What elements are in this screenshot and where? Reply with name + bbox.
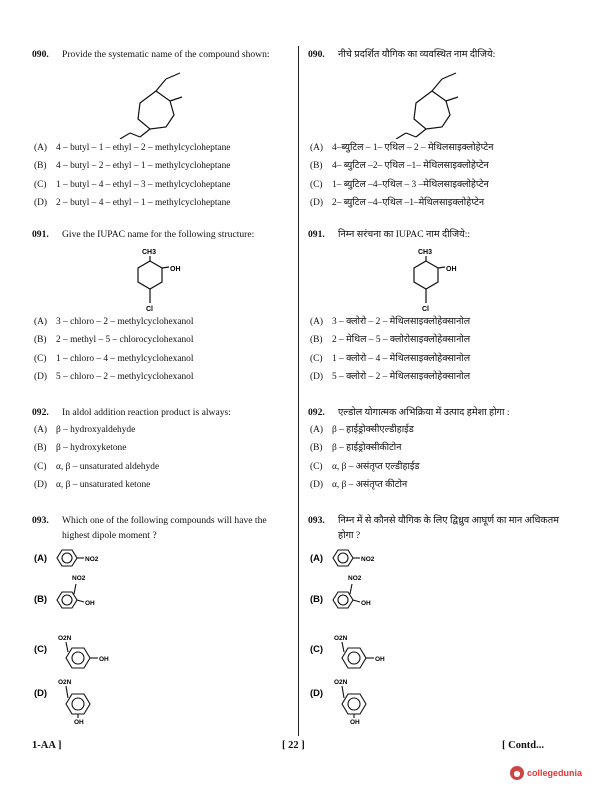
svg-text:O2N: O2N	[334, 678, 348, 686]
svg-text:(C): (C)	[310, 642, 324, 654]
question-number: 090.	[308, 49, 325, 60]
question-92-en	[32, 406, 294, 494]
option-a[interactable]: (A) 3 – क्लोरो – 2 – मेथिलसाइक्लोहेक्सानोल	[310, 316, 471, 327]
cycloheptane-structure	[32, 63, 294, 139]
option-d[interactable]: (D) α, β – असंतृप्त कीटोन	[310, 479, 408, 490]
option-d[interactable]: (D) 2– ब्युटिल –4–एथिल –1–मेथिलसाइक्लोहेप्टेन	[310, 197, 485, 208]
svg-text:NO2: NO2	[72, 574, 86, 582]
brand-icon: ●	[510, 766, 524, 780]
question-number: 091.	[308, 229, 325, 240]
footer-contd: [ Contd...	[502, 740, 545, 751]
option-c[interactable]: (C) 1 – क्लोरो – 4 – मेथिलसाइक्लोहेक्सानोल	[310, 353, 471, 364]
page-number: [ 22 ]	[282, 740, 305, 751]
option-a[interactable]: (A) 4–ब्युटिल – 1– एथिल – 2 – मेथिलसाइक्लोहेप्टेन	[310, 142, 494, 153]
question-91-en	[32, 228, 294, 386]
svg-text:(A): (A)	[34, 551, 48, 563]
option-a[interactable]: (A) β – hydroxyaldehyde	[34, 424, 136, 435]
svg-text:(A): (A)	[310, 551, 324, 563]
svg-text:O2N: O2N	[58, 634, 72, 642]
option-c[interactable]: (C) 1 – chloro – 4 – methylcyclohexanol	[34, 353, 194, 364]
option-b[interactable]: (B) β – hydroxyketone	[34, 443, 127, 454]
svg-text:(D): (D)	[310, 686, 324, 698]
option-c[interactable]: (C) 1– ब्युटिल –4–एथिल – 3 –मेथिलसाइक्लोहेप्टेन	[310, 179, 489, 190]
svg-text:OH: OH	[375, 655, 385, 663]
question-number: 092.	[32, 407, 49, 418]
cyclohexanol-structure	[308, 243, 570, 313]
option-a[interactable]: (A) β – हाईड्रोक्सीएल्डीहाईड	[310, 424, 414, 435]
option-c[interactable]: (C) α, β – unsaturated aldehyde	[34, 461, 160, 472]
question-92-hi	[308, 406, 570, 494]
option-d[interactable]: (D) 5 – क्लोरो – 2 – मेथिलसाइक्लोहेक्सानोल	[310, 371, 471, 382]
svg-text:OH: OH	[85, 599, 95, 607]
brand-logo	[510, 766, 582, 780]
option-d[interactable]: (D) 5 – chloro – 2 – methylcyclohexanol	[34, 371, 194, 382]
svg-text:OH: OH	[74, 718, 84, 724]
question-text: एल्डोल योगात्मक अभिक्रिया में उत्पाद हमेशा होगा :	[338, 407, 510, 418]
svg-text:OH: OH	[350, 718, 360, 724]
question-text: Which one of the following compounds will have the highest dipole moment ?	[62, 515, 267, 541]
option-d[interactable]: (D) α, β – unsaturated ketone	[34, 479, 151, 490]
brand-name: collegedunia	[527, 768, 583, 778]
svg-text:(D): (D)	[34, 686, 48, 698]
cycloheptane-structure	[308, 63, 570, 139]
svg-text:CH3: CH3	[418, 248, 433, 256]
svg-text:NO2: NO2	[361, 555, 375, 563]
column-divider	[298, 46, 299, 736]
svg-text:(B): (B)	[310, 592, 324, 604]
nitrophenol-structures	[308, 544, 570, 724]
option-b[interactable]: (B) 2 – मेथिल – 5 – क्लोरोसाइक्लोहेक्सानोल	[310, 335, 471, 346]
svg-text:(B): (B)	[34, 592, 48, 604]
option-a[interactable]: (A) 4 – butyl – 1 – ethyl – 2 – methylcycloheptane	[34, 142, 231, 153]
svg-text:Cl: Cl	[146, 305, 153, 313]
svg-text:CH3: CH3	[142, 248, 157, 256]
question-number: 092.	[308, 407, 325, 418]
option-b[interactable]: (B) 4 – butyl – 2 – ethyl – 1 – methylcycloheptane	[34, 161, 231, 172]
question-number: 093.	[32, 515, 49, 526]
question-text: निम्न में से कौनसे यौगिक के लिए द्विध्रुव आघूर्ण का मान अधिकतम होगा ?	[338, 515, 559, 541]
svg-text:OH: OH	[361, 599, 371, 607]
svg-text:OH: OH	[99, 655, 109, 663]
option-d[interactable]: (D) 2 – butyl – 4 – ethyl – 1 – methylcycloheptane	[34, 197, 231, 208]
nitrophenol-structures	[32, 544, 294, 724]
question-number: 090.	[32, 49, 49, 60]
option-c[interactable]: (C) 1 – butyl – 4 – ethyl – 3 – methylcycloheptane	[34, 179, 231, 190]
question-90-hi	[308, 48, 570, 212]
question-text: निम्न सरंचना का IUPAC नाम दीजिये::	[338, 229, 471, 240]
svg-text:(C): (C)	[34, 642, 48, 654]
svg-text:Cl: Cl	[422, 305, 429, 313]
option-b[interactable]: (B) 4– ब्युटिल –2– एथिल –1– मेथिलसाइक्लोहेप्टेन	[310, 161, 489, 172]
option-a[interactable]: (A) 3 – chloro – 2 – methylcyclohexanol	[34, 316, 194, 327]
question-91-hi	[308, 228, 570, 386]
option-b[interactable]: (B) 2 – methyl – 5 – chlorocyclohexanol	[34, 335, 194, 346]
footer-code: 1-AA ]	[32, 740, 62, 751]
question-text: Give the IUPAC name for the following structure:	[62, 229, 255, 240]
question-text: Provide the systematic name of the compound shown:	[62, 49, 270, 60]
svg-text:NO2: NO2	[348, 574, 362, 582]
question-90-en	[32, 48, 294, 212]
cyclohexanol-structure	[32, 243, 294, 313]
svg-text:O2N: O2N	[334, 634, 348, 642]
svg-text:OH: OH	[170, 265, 181, 273]
svg-text:NO2: NO2	[85, 555, 99, 563]
option-c[interactable]: (C) α, β – असंतृप्त एल्डीहाईड	[310, 461, 420, 472]
question-93-en	[32, 514, 294, 724]
question-93-hi	[308, 514, 570, 724]
option-b[interactable]: (B) β – हाईड्रोक्सीकीटोन	[310, 443, 402, 454]
svg-text:O2N: O2N	[58, 678, 72, 686]
question-number: 093.	[308, 515, 325, 526]
svg-text:OH: OH	[446, 265, 457, 273]
question-number: 091.	[32, 229, 49, 240]
question-text: In aldol addition reaction product is always:	[62, 407, 231, 418]
question-text: नीचे प्रदर्शित यौगिक का व्यवस्थित नाम दीजिये:	[338, 49, 496, 60]
